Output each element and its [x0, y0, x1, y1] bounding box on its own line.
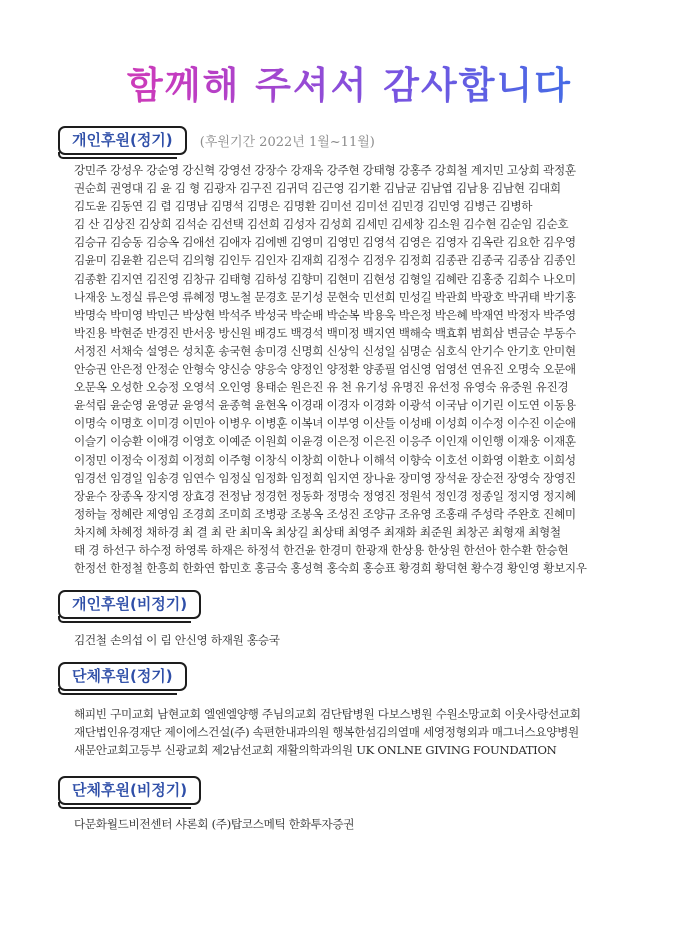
donor-line: 다문화월드비전센터 샤론회 (주)탑코스메틱 한화투자증권	[74, 817, 355, 831]
donor-line: 오문옥 오성한 오승정 오영석 오인영 용태순 원은진 유 천 유기성 유명진 유선정 유영숙 유중원 유진경	[74, 380, 569, 395]
donor-line: 임경선 임경일 임송경 임연수 임정실 임정화 임정희 임지연 장나윤 장미영 장석윤 장순전 장영숙 장영진	[74, 470, 576, 485]
support-period: (후원기간 2022년 1월~11월)	[199, 135, 375, 150]
page-title: 함께해 주셔서 감사합니다	[0, 62, 699, 110]
section-label: 단체후원(비정기)	[58, 776, 201, 805]
donor-line: 김도윤 김동연 김 렴 김명남 김명석 김명은 김명환 김미선 김미선 김민경 김민영 김병근 김병하	[74, 199, 533, 214]
donor-list	[74, 705, 668, 759]
donor-line: 장윤수 장종옥 장지영 장효경 전정남 정경헌 정동화 정명숙 정영진 정원석 정인경 정종일 정지영 정지혜	[74, 488, 576, 503]
donor-line: 나재웅 노정실 류은영 류혜정 명노철 문경호 문기성 문현숙 민선희 민성길 박관희 박광호 박귀태 박기홍	[74, 289, 576, 304]
donor-line: 이슬기 이승환 이애경 이영호 이예준 이원희 이윤경 이은정 이은진 이응주 이인재 이인행 이재웅 이재훈	[74, 434, 576, 449]
donor-line: 이명숙 이명호 이미경 이민아 이병우 이병훈 이복녀 이부영 이산들 이성배 이성희 이수정 이수진 이순애	[74, 416, 576, 431]
donor-line: 윤석림 윤순영 윤영균 윤영석 윤종혁 윤현옥 이경래 이경자 이경화 이광석 이국남 이기린 이도연 이동용	[74, 398, 576, 413]
donor-line: 안승권 안은정 안정순 안형숙 양신승 양응숙 양정인 양정환 양종필 엄신영 엄영선 연유진 오명숙 오문애	[74, 362, 576, 377]
section-label: 단체후원(정기)	[58, 662, 187, 691]
donor-line: 김승규 김승동 김승옥 김애선 김애자 김에벤 김영미 김영민 김영석 김영은 김영자 김옥란 김요한 김우영	[74, 235, 576, 250]
donor-line: 새문안교회고등부 신광교회 제2남선교회 재활의학과의원 UK ONLNE GIVING FOUNDATION	[74, 743, 557, 758]
donor-line: 김윤미 김윤환 김은덕 김의형 김인두 김인자 김재희 김정수 김정우 김정희 김종관 김종국 김종삼 김종인	[74, 253, 576, 268]
section-group-irregular	[58, 776, 668, 833]
donor-list	[74, 631, 668, 649]
donor-line: 차지혜 차혜정 채하경 최 결 최 란 최미옥 최상길 최상태 최영주 최재화 최준원 최창곤 최형재 최형철	[74, 524, 561, 539]
donor-line: 김 산 김상진 김상희 김석순 김선택 김선희 김성자 김성희 김세민 김세창 김소원 김수현 김순임 김순호	[74, 217, 569, 232]
donor-line: 김종환 김지연 김진영 김창규 김태형 김하성 김향미 김현미 김현성 김형일 김혜란 김홍중 김희수 나오미	[74, 271, 576, 286]
donor-line: 박진용 박현준 반경진 반서웅 방신원 배경도 백경석 백미정 백지연 백해숙 백효휘 범희삼 변금순 부동수	[74, 325, 576, 340]
donor-list	[74, 161, 668, 577]
donor-line: 태 경 하선구 하수정 하영록 하재은 하정석 한건윤 한경미 한광재 한상용 한상원 한선아 한수환 한승현	[74, 542, 569, 557]
donor-line: 박명숙 박미영 박민근 박상현 박석주 박성국 박순배 박순복 박용욱 박은정 박은혜 박재연 박정자 박주영	[74, 307, 576, 322]
donor-line: 권순희 권영대 김 윤 김 형 김광자 김구진 김귀덕 김근영 김기환 김남균 김남엽 김남용 김남현 김대희	[74, 181, 561, 196]
section-group-regular	[58, 662, 668, 759]
donor-line: 정하늘 정혜란 제영임 조경희 조미희 조병광 조봉옥 조성진 조양규 조유영 조홍래 주성락 주완호 진혜미	[74, 506, 576, 521]
section-individual-regular	[58, 126, 668, 577]
section-label: 개인후원(정기)	[58, 126, 187, 155]
donor-line: 한정선 한정철 한흥희 한화연 함민호 홍금숙 홍성혁 홍숙희 홍승표 황경희 황덕현 황수경 황인영 황보지우	[74, 561, 587, 576]
donor-line: 이정민 이정숙 이정희 이정희 이주형 이창식 이창희 이한나 이해석 이향숙 이호선 이화영 이환호 이희성	[74, 452, 576, 467]
donor-line: 김건철 손의섭 이 림 안신영 하재원 홍승국	[74, 633, 280, 647]
section-label: 개인후원(비정기)	[58, 590, 201, 619]
donor-line: 재단법인유경재단 제이에스건설(주) 속편한내과의원 행복한섬김의열매 세영정형외과 매그너스요양병원	[74, 725, 579, 740]
donor-line: 강민주 강성우 강순영 강신혁 강영선 강장수 강재욱 강주현 강태형 강홍주 강희철 계지민 고상희 곽정훈	[74, 163, 576, 177]
donor-line: 서정진 서채숙 설영은 성치훈 송국현 송미경 신명희 신상익 신성일 심명순 심호식 안기수 안기호 안미현	[74, 343, 576, 358]
donor-line: 해피빈 구미교회 남현교회 엘엔엘양행 주님의교회 검단탑병원 다보스병원 수원소망교회 이웃사랑선교회	[74, 707, 581, 721]
donor-list	[74, 815, 668, 833]
section-individual-irregular	[58, 590, 668, 649]
